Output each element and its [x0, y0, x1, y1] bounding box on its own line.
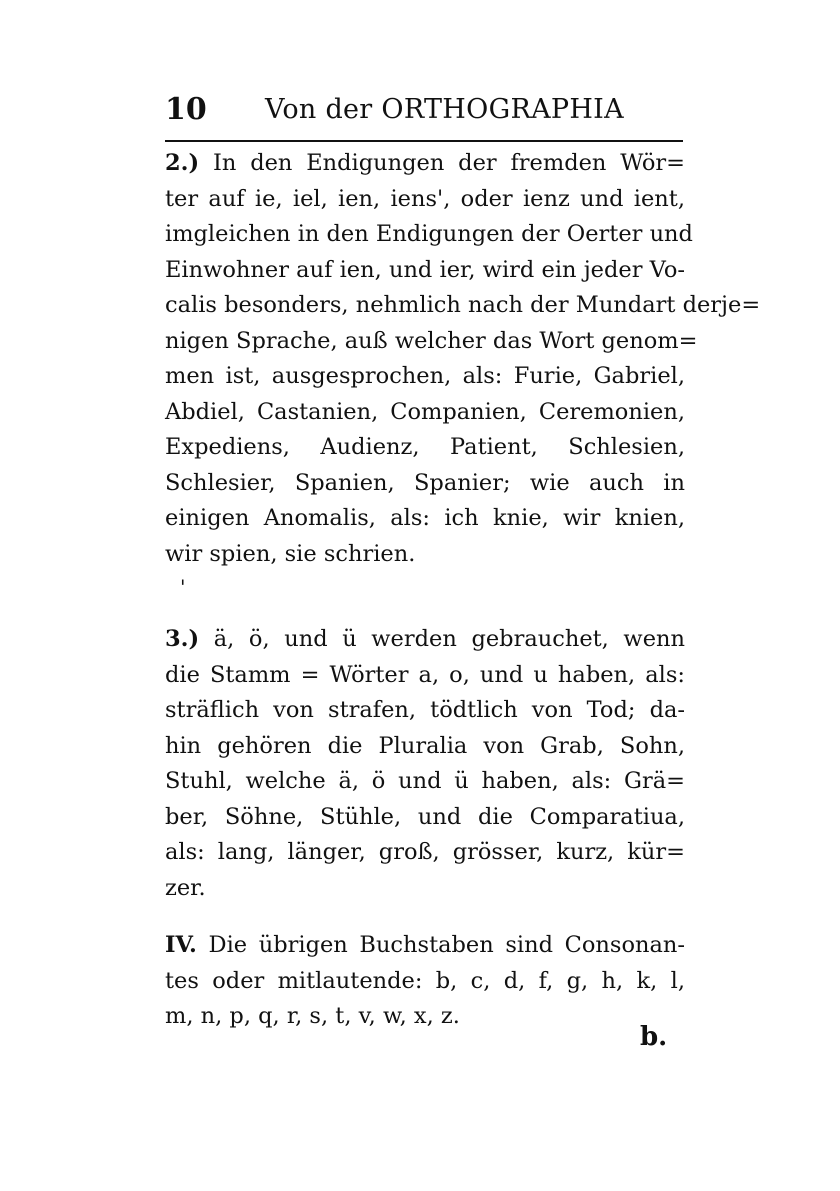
paragraph-3 [165, 622, 685, 906]
text-line: calis besonders, nehmlich nach der Mundart derje= [165, 292, 761, 318]
text-line: hin gehören die Pluralia von Grab, Sohn, [165, 732, 685, 759]
text-line: Einwohner auf ien, und ier, wird ein jeder Vo- [165, 256, 685, 283]
text-line: 2.) In den Endigungen der fremden Wör= [165, 150, 685, 176]
text-line: zer. [165, 874, 206, 901]
paragraph-2 [165, 146, 761, 572]
text-line: Abdiel, Castanien, Companien, Ceremonien, [165, 398, 685, 425]
text-line: einigen Anomalis, als: ich knie, wir knien, [165, 505, 685, 531]
text-line: wir spien, sie schrien. [165, 540, 416, 567]
paragraph-iv [165, 928, 685, 1035]
text-line: nigen Sprache, auß welcher das Wort genom= [165, 327, 698, 354]
running-head: Von der ORTHOGRAPHIA [265, 94, 624, 125]
text-line: 3.) ä, ö, und ü werden gebrauchet, wenn [165, 626, 685, 652]
text-line: ber, Söhne, Stühle, und die Comparatiua, [165, 803, 685, 830]
paragraph-number: 2.) [165, 150, 200, 176]
text-line: m, n, p, q, r, s, t, v, w, x, z. [165, 1003, 460, 1029]
text-line: Expediens, Audienz, Patient, Schlesien, [165, 434, 685, 460]
text-line: Schlesier, Spanien, Spanier; wie auch in [165, 469, 685, 496]
text-line: Stuhl, welche ä, ö und ü haben, als: Grä= [165, 768, 685, 794]
page-number: 10 [165, 92, 207, 127]
stray-mark: ' [180, 575, 186, 599]
page-header [165, 92, 683, 132]
text-line: IV. Die übrigen Buchstaben sind Consonan- [165, 932, 685, 958]
text-line: sträflich von strafen, tödtlich von Tod; da- [165, 697, 685, 723]
text-line: men ist, ausgesprochen, als: Furie, Gabriel, [165, 363, 685, 389]
header-rule [165, 140, 683, 142]
text-line: imgleichen in den Endigungen der Oerter und [165, 221, 693, 247]
text-line: ter auf ie, iel, ien, iens', oder ienz und ient, [165, 185, 685, 212]
paragraph-number: IV. [165, 932, 197, 958]
catchword: b. [640, 1022, 668, 1052]
text-line: als: lang, länger, groß, grösser, kurz, kür= [165, 839, 685, 865]
text-line: tes oder mitlautende: b, c, d, f, g, h, k, l, [165, 967, 685, 994]
paragraph-number: 3.) [165, 626, 200, 652]
text-line: die Stamm = Wörter a, o, und u haben, als: [165, 661, 685, 688]
